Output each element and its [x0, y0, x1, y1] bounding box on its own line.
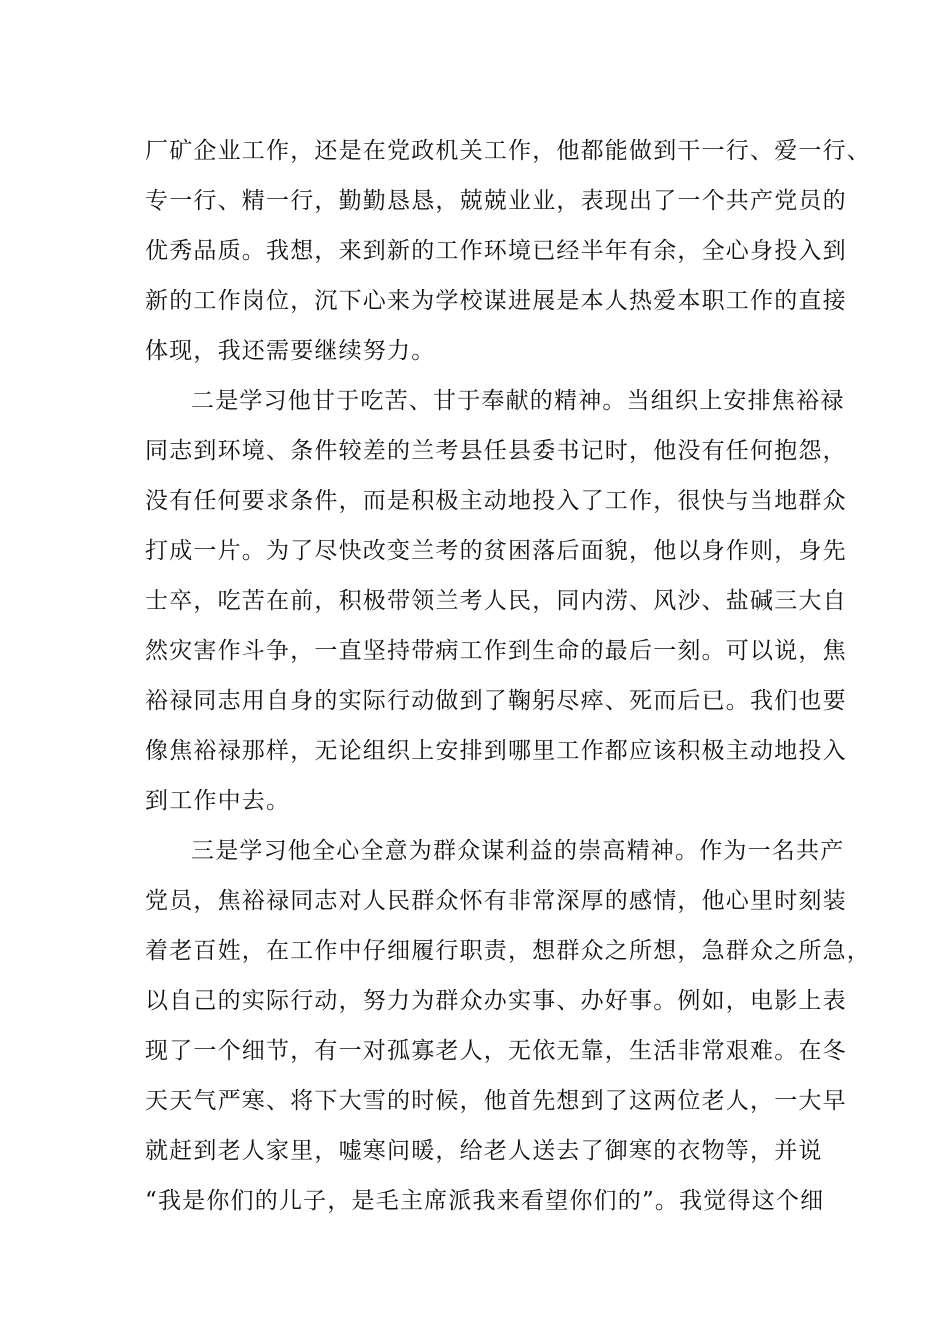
text-line: 优秀品质。我想，来到新的工作环境已经半年有余，全心身投入到	[145, 238, 847, 264]
text-line: 然灾害作斗争，一直坚持带病工作到生命的最后一刻。可以说，焦	[145, 638, 847, 664]
text-line: 没有任何要求条件，而是积极主动地投入了工作，很快与当地群众	[145, 488, 847, 514]
text-line: 体现，我还需要继续努力。	[145, 338, 436, 364]
text-line: 到工作中去。	[145, 788, 291, 814]
text-line: 三是学习他全心全意为群众谋利益的崇高精神。作为一名共产	[191, 838, 845, 864]
text-line: 天天气严寒、将下大雪的时候，他首先想到了这两位老人，一大早	[145, 1088, 847, 1114]
text-line: 同志到环境、条件较差的兰考县任县委书记时，他没有任何抱怨，	[145, 438, 847, 464]
text-line: “我是你们的儿子，是毛主席派我来看望你们的”。我觉得这个细	[145, 1188, 825, 1214]
text-line: 士卒，吃苦在前，积极带领兰考人民，同内涝、风沙、盐碱三大自	[145, 588, 847, 614]
text-line: 裕禄同志用自身的实际行动做到了鞠躬尽瘁、死而后已。我们也要	[145, 688, 847, 714]
document-body	[145, 126, 871, 1226]
text-line: 着老百姓，在工作中仔细履行职责，想群众之所想，急群众之所急，	[145, 938, 871, 964]
text-line: 以自己的实际行动，努力为群众办实事、办好事。例如，电影上表	[145, 988, 847, 1014]
text-line: 就赶到老人家里，嘘寒问暖，给老人送去了御寒的衣物等，并说	[145, 1138, 823, 1164]
paragraph-1	[145, 126, 871, 376]
text-line: 新的工作岗位，沉下心来为学校谋进展是本人热爱本职工作的直接	[145, 288, 847, 314]
paragraph-3	[145, 826, 871, 1226]
text-line: 像焦裕禄那样，无论组织上安排到哪里工作都应该积极主动地投入	[145, 738, 847, 764]
text-line: 专一行、精一行，勤勤恳恳，兢兢业业，表现出了一个共产党员的	[145, 188, 847, 214]
text-line: 打成一片。为了尽快改变兰考的贫困落后面貌，他以身作则，身先	[145, 538, 847, 564]
text-line: 现了一个细节，有一对孤寡老人，无依无靠，生活非常艰难。在冬	[145, 1038, 847, 1064]
text-line: 党员，焦裕禄同志对人民群众怀有非常深厚的感情，他心里时刻装	[145, 888, 847, 914]
paragraph-2	[145, 376, 847, 826]
text-line: 二是学习他甘于吃苦、甘于奉献的精神。当组织上安排焦裕禄	[191, 388, 845, 414]
text-line: 厂矿企业工作，还是在党政机关工作，他都能做到干一行、爱一行、	[145, 138, 871, 164]
